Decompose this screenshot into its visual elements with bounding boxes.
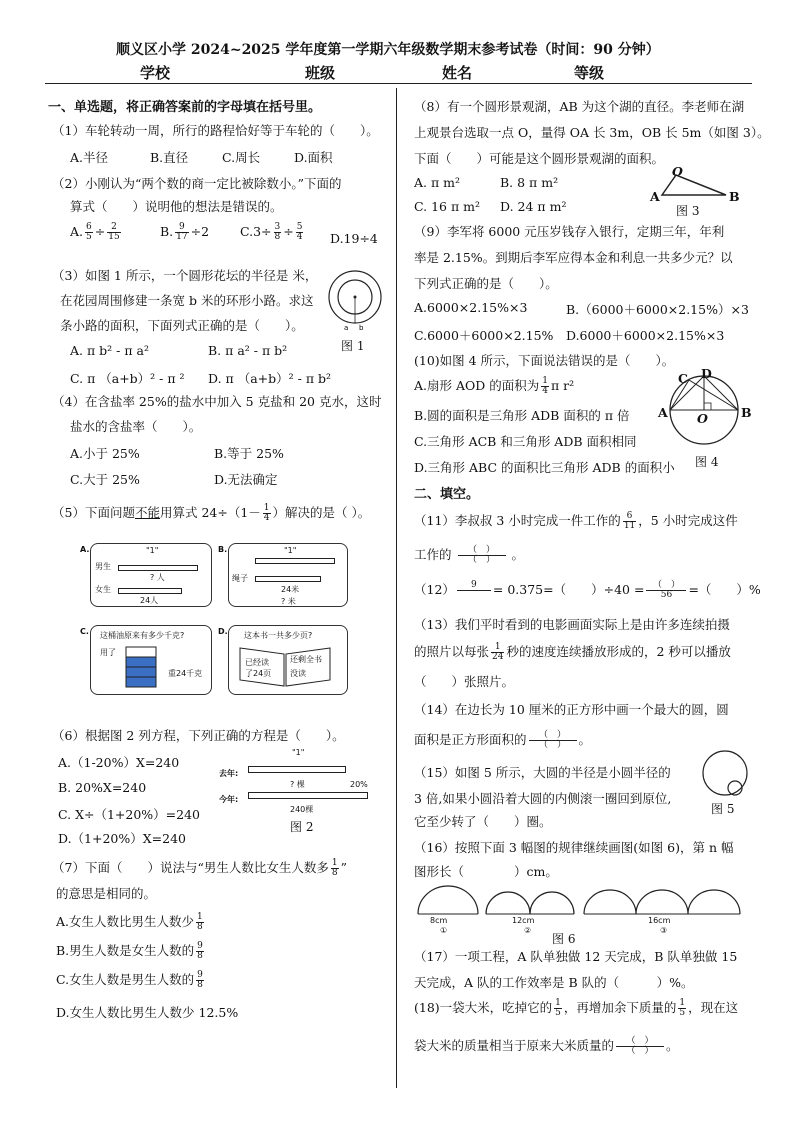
figure-6-label-1: ① <box>440 926 448 935</box>
q8-option-c[interactable]: C. 16 π m² <box>414 199 480 214</box>
q11-answer-fraction[interactable]: $\frac{( )}{( )}$ <box>458 546 506 565</box>
figure-4-point-c: C <box>678 371 688 386</box>
q5-box-a-total: 24人 <box>140 596 159 605</box>
q15-line-1: （15）如图 5 所示，大圆的半径是小圆半径的 <box>414 765 671 780</box>
q9-option-a[interactable]: A.6000×2.15%×3 <box>414 300 528 315</box>
q2-option-c[interactable]: C.3÷ $\frac{3}{8}$ ÷ $\frac{5}{4}$ <box>240 222 303 242</box>
header-rule <box>45 83 752 84</box>
q12-line[interactable]: （12） 9 = 0.375=（ ）÷40 = $\frac{( )}{56}$ =（ ）% <box>414 580 761 600</box>
figure-4-point-a: A <box>658 405 668 420</box>
q5-box-b-bar-top <box>255 558 335 564</box>
q5-box-d-left2: 没读 <box>290 669 306 678</box>
q18-line-1: (18)一袋大米，吃掉它的 $\frac{1}{5}$ ，再增加余下质量的 $\frac{1}{5}$ ，现在这 <box>414 998 739 1018</box>
figure-1-annulus <box>326 266 384 336</box>
section-1-title: 一、单选题，将正确答案前的字母填在括号里。 <box>48 100 322 115</box>
q4-option-a[interactable]: A.小于 25% <box>70 446 140 461</box>
q4-option-d[interactable]: D.无法确定 <box>214 472 278 487</box>
svg-text:a: a <box>344 324 349 332</box>
q5-box-c-ask: 这桶油原来有多少千克? <box>100 631 185 640</box>
q2-option-a[interactable]: A. $\frac{6}{5}$ ÷ $\frac{2}{15}$ <box>70 222 120 242</box>
q5-box-a-tag: A. <box>80 545 90 554</box>
q17-line-1: （17）一项工程，A 队单独做 12 天完成，B 队单独做 15 <box>414 949 738 964</box>
figure-3-point-o: O <box>672 164 683 179</box>
figure-6-caption: 图 6 <box>552 932 576 946</box>
figure-5-circles <box>700 748 750 800</box>
q7-option-a[interactable]: A.女生人数比男生人数少 $\frac{1}{8}$ <box>56 912 203 932</box>
q5-box-b-tag: B. <box>218 545 228 554</box>
q7-line-2: 的意思是相同的。 <box>56 886 157 901</box>
figure-4-caption: 图 4 <box>695 455 719 469</box>
q4-option-c[interactable]: C.大于 25% <box>70 472 140 487</box>
figure-6-semicircles <box>412 882 752 932</box>
q9-option-d[interactable]: D.6000＋6000×2.15%×3 <box>566 328 725 343</box>
q8-line-3: 下面（ ）可能是这个圆形景观湖的面积。 <box>414 151 665 166</box>
q5-box-a-bar-girl <box>118 588 182 594</box>
q3-option-a[interactable]: A. π b² - π a² <box>70 343 149 358</box>
figure-3-point-a: A <box>650 189 660 204</box>
q9-option-c[interactable]: C.6000＋6000×2.15% <box>414 328 554 343</box>
q6-fig-total: 240棵 <box>290 805 314 814</box>
figure-3-point-b: B <box>729 189 740 204</box>
q5-box-d-read: 已经读了24页 <box>245 658 272 678</box>
q9-line-2: 率是 2.15%。到期后李军应得本金和利息一共多少元？以 <box>414 250 733 265</box>
q6-option-a[interactable]: A.（1-20%）X=240 <box>58 755 180 770</box>
q5-box-d-tag: D. <box>218 627 228 636</box>
class-label: 班级 <box>305 64 336 82</box>
q7-option-b[interactable]: B.男生人数是女生人数的 $\frac{9}{8}$ <box>56 941 203 961</box>
q8-option-a[interactable]: A. π m² <box>414 175 461 190</box>
q8-line-1: （8）有一个圆形景观湖，AB 为这个湖的直径。李老师在湖 <box>414 99 745 114</box>
figure-6-label-2: ② <box>524 926 532 935</box>
page-title: 顺义区小学 2024~2025 学年度第一学期六年级数学期末参考试卷（时间：90 分钟） <box>116 42 660 58</box>
figure-4-point-d: D <box>701 366 712 381</box>
q15-line-3: 它至少转了（ ）圈。 <box>414 814 552 829</box>
q6-option-d[interactable]: D.（1+20%）X=240 <box>58 831 186 846</box>
figure-6-label-3: ③ <box>660 926 668 935</box>
q6-fig-q: ? 棵 <box>290 780 305 789</box>
q1-option-d[interactable]: D.面积 <box>294 150 333 165</box>
q18-line-2: 袋大米的质量相当于原来大米质量的 $\frac{( )}{( )}$ 。 <box>414 1036 679 1056</box>
q2-option-b[interactable]: B. $\frac{9}{17}$ ÷2 <box>160 222 210 242</box>
q14-answer-fraction[interactable]: $\frac{( )}{( )}$ <box>529 731 577 750</box>
figure-5-caption: 图 5 <box>711 802 735 816</box>
q9-option-b[interactable]: B.（6000＋6000×2.15%）×3 <box>566 302 749 317</box>
q5-box-c-used: 用了 <box>100 648 116 657</box>
q6-option-c[interactable]: C. X÷（1+20%）=240 <box>58 807 200 822</box>
q11-line-1: （11）李叔叔 3 小时完成一件工作的 $\frac{6}{11}$ ，5 小时完成这件 <box>414 511 738 531</box>
q8-option-d[interactable]: D. 24 π m² <box>500 199 567 214</box>
q18-answer-fraction[interactable]: $\frac{( )}{( )}$ <box>616 1037 664 1056</box>
q6-fig-one: "1" <box>292 748 305 757</box>
figure-4-point-o: O <box>697 411 708 426</box>
q5-box-a-ren: ? 人 <box>150 573 165 582</box>
figure-2-caption: 图 2 <box>290 820 314 834</box>
column-divider <box>396 88 397 1088</box>
q15-line-2: 3 倍,如果小圆沿着大圆的内侧滚一圈回到原位, <box>414 791 672 806</box>
q7-stem: （7）下面（ ）说法与“男生人数比女生人数多 $\frac{1}{8}$ ” <box>52 858 347 878</box>
q6-option-b[interactable]: B. 20%X=240 <box>58 780 147 795</box>
q5-box-a-bar-boy <box>118 565 198 571</box>
section-2-title: 二、填空。 <box>414 487 480 502</box>
q10-option-d[interactable]: D.三角形 ABC 的面积比三角形 ADB 的面积小 <box>414 460 675 475</box>
q17-line-2: 天完成，A 队的工作效率是 B 队的（ ）%。 <box>414 975 694 990</box>
q6-fig-last: 去年: <box>219 769 239 778</box>
q5-box-b-one: "1" <box>284 546 297 555</box>
q3-line-2: 在花园周围修建一条宽 b 米的环形小路。求这 <box>60 293 314 308</box>
grade-label: 等级 <box>574 64 605 82</box>
q3-line-1: （3）如图 1 所示，一个圆形花坛的半径是 米， <box>52 268 318 283</box>
q5-box-b-rope: 绳子 <box>232 574 248 583</box>
q4-line-2: 盐水的含盐率（ ）。 <box>70 419 202 434</box>
q10-option-b[interactable]: B.圆的面积是三角形 ADB 面积的 π 倍 <box>414 408 630 423</box>
q5-box-b-m: 24米 <box>281 585 300 594</box>
figure-3-caption: 图 3 <box>676 204 700 218</box>
figure-6-width-3: 16cm <box>648 916 671 925</box>
q16-line-2: 图形长（ ）cm。 <box>414 864 558 879</box>
q1-stem: （1）车轮转动一周，所行的路程恰好等于车轮的（ ）。 <box>52 123 379 138</box>
q8-option-b[interactable]: B. 8 π m² <box>500 175 559 190</box>
q6-stem: （6）根据图 2 列方程，下列正确的方程是（ ）。 <box>52 728 345 743</box>
q2-option-d[interactable]: D.19÷4 <box>330 231 378 246</box>
q9-line-1: （9）李军将 6000 元压岁钱存入银行，定期三年，年利 <box>414 224 725 239</box>
q5-box-b-q: ? 米 <box>281 597 296 606</box>
q3-option-b[interactable]: B. π a² - π b² <box>208 343 288 358</box>
q5-box-c-weight: 重24千克 <box>168 669 203 678</box>
q10-option-a[interactable]: A.扇形 AOD 的面积为 $\frac{1}{4}$ π r² <box>414 376 575 396</box>
q13-line-1: （13）我们平时看到的电影画面实际上是由许多连续拍摄 <box>414 617 730 632</box>
q6-fig-pct: 20% <box>350 780 368 789</box>
q14-line-1: （14）在边长为 10 厘米的正方形中画一个最大的圆，圆 <box>414 702 729 717</box>
q8-line-2: 上观景台选取一点 O，量得 OA 长 3m，OB 长 5m（如图 3）。 <box>414 125 770 140</box>
school-label: 学校 <box>140 64 171 82</box>
q5-box-d-ask: 这本书一共多少页? <box>244 631 313 640</box>
q3-option-d[interactable]: D. π （a+b）² - π b² <box>208 371 332 386</box>
q10-option-c[interactable]: C.三角形 ACB 和三角形 ADB 面积相同 <box>414 434 637 449</box>
q2-line-1: （2）小刚认为“两个数的商一定比被除数小。”下面的 <box>52 176 342 191</box>
q7-option-c[interactable]: C.女生人数是男生人数的 $\frac{9}{8}$ <box>56 970 203 990</box>
q5-box-a-one: "1" <box>146 546 159 555</box>
name-label: 姓名 <box>442 64 473 82</box>
q5-stem: （5）下面问题不能用算式 24÷（1－ $\frac{1}{4}$ ）解决的是（ ）。 <box>52 503 371 523</box>
q5-box-c-tag: C. <box>80 627 89 636</box>
figure-1-caption: 图 1 <box>341 339 365 353</box>
q1-option-b[interactable]: B.直径 <box>150 150 189 165</box>
q11-line-2: 工作的 $\frac{( )}{( )}$ 。 <box>414 545 524 565</box>
q3-line-3: 条小路的面积，下面列式正确的是（ ）。 <box>60 318 304 333</box>
q3-option-c[interactable]: C. π （a+b）² - π ² <box>70 371 185 386</box>
svg-text:b: b <box>359 324 364 332</box>
q2-line-2: 算式（ ）说明他的想法是错误的。 <box>70 199 283 214</box>
q1-option-c[interactable]: C.周长 <box>222 150 261 165</box>
q5-box-c-barrel <box>122 643 162 691</box>
q13-line-2: 的照片以每张 $\frac{1}{24}$ 秒的速度连续播放形成的，2 秒可以播放 <box>414 642 731 662</box>
q1-option-a[interactable]: A.半径 <box>70 150 109 165</box>
q16-line-1: （16）按照下面 3 幅图的规律继续画图(如图 6)，第 n 幅 <box>414 840 734 855</box>
q14-line-2: 面积是正方形面积的 $\frac{( )}{( )}$ 。 <box>414 730 592 750</box>
q5-box-a-boy: 男生 <box>95 562 111 571</box>
figure-6-width-1: 8cm <box>430 916 448 925</box>
figure-4-point-b: B <box>741 405 752 420</box>
q9-line-3: 下列式正确的是（ ）。 <box>414 276 558 291</box>
q7-option-d[interactable]: D.女生人数比男生人数少 12.5% <box>56 1005 239 1020</box>
q6-fig-now: 今年: <box>219 795 239 804</box>
q5-box-a-girl: 女生 <box>95 585 111 594</box>
q5-box-d-left: 还剩全书 <box>290 655 322 664</box>
q6-fig-bar-now <box>248 792 368 799</box>
q6-fig-bar-last <box>248 766 346 773</box>
q10-stem: (10)如图 4 所示，下面说法错误的是（ ）。 <box>414 353 675 368</box>
q4-option-b[interactable]: B.等于 25% <box>214 446 284 461</box>
q13-line-3: （ ）张照片。 <box>414 674 515 689</box>
figure-3-triangle <box>648 165 740 203</box>
figure-6-width-2: 12cm <box>512 916 535 925</box>
q4-line-1: （4）在含盐率 25%的盐水中加入 5 克盐和 20 克水，这时 <box>52 394 382 409</box>
q5-box-b-bar-rope <box>255 576 321 582</box>
